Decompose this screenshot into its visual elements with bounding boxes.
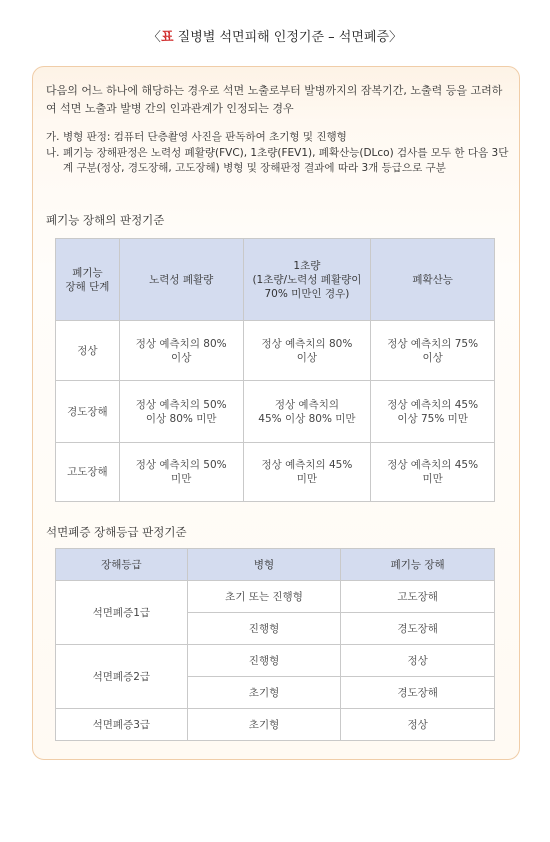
section-heading-disability-grade: 석면폐증 장해등급 판정기준 [46, 525, 187, 539]
table-row [56, 381, 495, 443]
grade-cell: 석면폐증3급 [56, 709, 188, 741]
table-header-cell: 1초량 (1초량/노력성 폐활량이 70% 미만인 경우) [243, 239, 371, 321]
list-marker: 가. [46, 131, 60, 143]
page-title: 〈표 질병별 석면피해 인정기준 – 석면폐증〉 [147, 30, 403, 45]
table-cell: 정상 [56, 321, 120, 381]
table-header-cell: 장해등급 [56, 549, 188, 581]
table-cell: 고도장해 [56, 443, 120, 502]
table-header-cell: 폐확산능 [371, 239, 495, 321]
table-header-cell: 노력성 폐활량 [119, 239, 243, 321]
table-row [56, 443, 495, 502]
table-cell: 경도장해 [341, 613, 495, 645]
table-row [56, 321, 495, 381]
list-text: 폐기능 장해판정은 노력성 폐활량(FVC), 1초량(FEV1), 폐확산능(DLco) 검사를 모두 한 다음 3단계 구분(정상, 경도장해, 고도장해) 병형 및 장해판정 결과에 따라 3개 등급으로 구분 [63, 146, 509, 174]
grade-cell: 석면폐증2급 [56, 645, 188, 709]
table-cell: 진행형 [187, 645, 341, 677]
table-row [56, 581, 495, 613]
table-header-cell: 폐기능 장해 [341, 549, 495, 581]
table-cell: 초기형 [187, 709, 341, 741]
table-cell: 정상 예측치의 45% 이상 80% 미만 [243, 381, 371, 443]
table-cell: 고도장해 [341, 581, 495, 613]
grade-cell: 석면폐증1급 [56, 581, 188, 645]
table-cell: 정상 예측치의 50% 미만 [119, 443, 243, 502]
table-cell: 정상 예측치의 80% 이상 [119, 321, 243, 381]
table-cell: 정상 예측치의 75% 이상 [371, 321, 495, 381]
list-item [46, 146, 512, 177]
table-row [56, 709, 495, 741]
disability-grade-table [55, 548, 495, 741]
table-row [56, 645, 495, 677]
intro-paragraph: 다음의 어느 하나에 해당하는 경우로 석면 노출로부터 발병까지의 잠복기간, 노출력 등을 고려하여 석면 노출과 발병 간의 인과관계가 인정되는 경우 [46, 84, 503, 115]
table-cell: 정상 [341, 709, 495, 741]
title-mark: 표 [160, 30, 174, 45]
table-cell: 정상 예측치의 45% 이상 75% 미만 [371, 381, 495, 443]
lung-function-table [55, 238, 495, 502]
table-cell: 초기형 [187, 677, 341, 709]
table-header-cell: 병형 [187, 549, 341, 581]
section-heading-lung-function: 폐기능 장해의 판정기준 [46, 213, 165, 227]
list-text: 병형 판정: 컴퓨터 단층촬영 사진을 판독하여 초기형 및 진행형 [63, 131, 347, 143]
table-cell: 정상 예측치의 45% 미만 [371, 443, 495, 502]
table-cell: 정상 예측치의 45% 미만 [243, 443, 371, 502]
table-cell: 정상 예측치의 80% 이상 [243, 321, 371, 381]
table-header-cell: 폐기능 장해 단계 [56, 239, 120, 321]
table-header-row [56, 549, 495, 581]
table-cell: 경도장해 [341, 677, 495, 709]
table-cell: 초기 또는 진행형 [187, 581, 341, 613]
table-cell: 진행형 [187, 613, 341, 645]
table-cell: 정상 예측치의 50% 이상 80% 미만 [119, 381, 243, 443]
table-cell: 정상 [341, 645, 495, 677]
table-cell: 경도장해 [56, 381, 120, 443]
list-item [46, 130, 512, 146]
table-header-row [56, 239, 495, 321]
list-marker: 나. [46, 146, 60, 159]
title-text: 질병별 석면피해 인정기준 – 석면폐증 [177, 30, 390, 45]
criteria-list [46, 130, 512, 177]
